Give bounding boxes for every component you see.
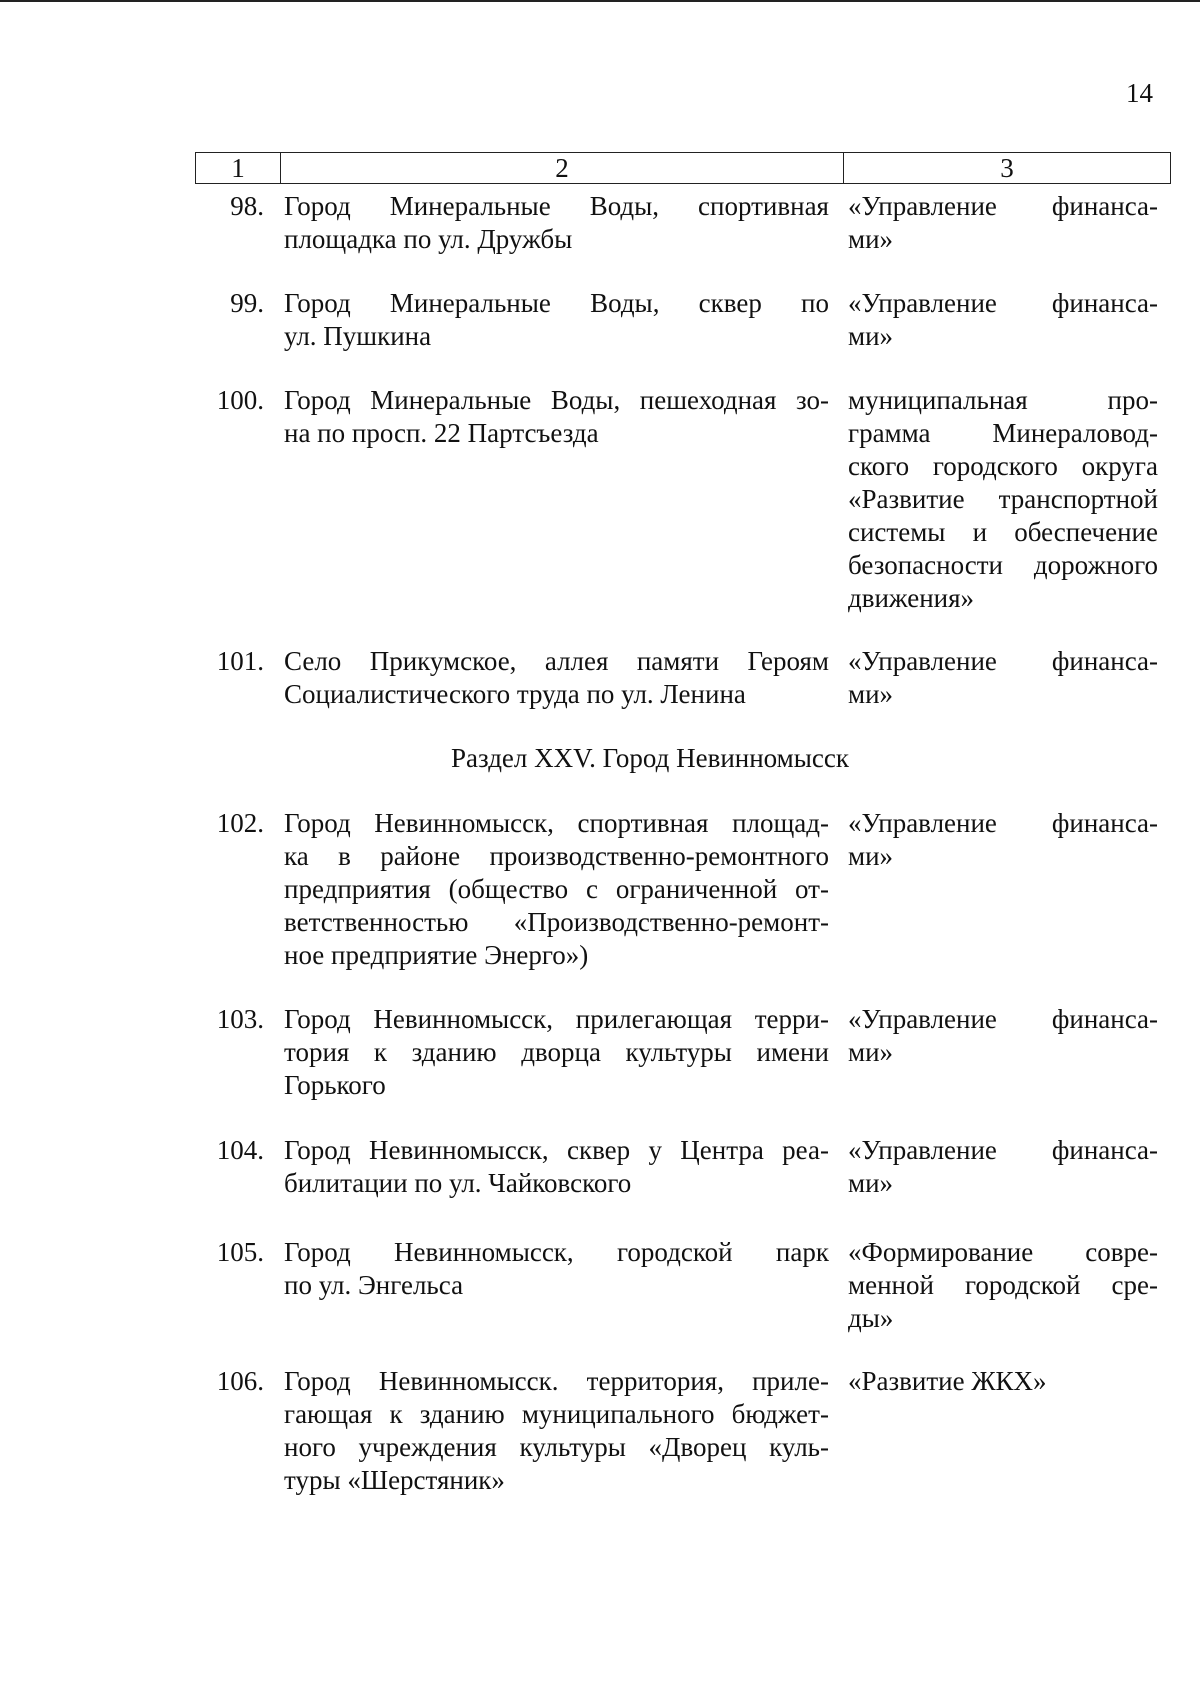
program-line <box>848 645 1158 678</box>
object-name-line <box>284 645 829 678</box>
row-object-name <box>284 1236 829 1302</box>
word: Город <box>284 1004 351 1034</box>
object-name-line <box>284 287 829 320</box>
word: городской <box>964 1270 1081 1300</box>
word: культуры <box>519 1432 626 1462</box>
object-name-line <box>284 384 829 417</box>
object-name-line: ул. Пушкина <box>284 321 432 351</box>
word: к <box>389 1399 403 1429</box>
word: Город <box>284 1366 351 1396</box>
word: транспортной <box>998 484 1158 514</box>
word: Город <box>284 1237 351 1267</box>
object-name-line <box>284 906 829 939</box>
word: Минераловод- <box>992 418 1158 448</box>
row-object-name <box>284 190 829 256</box>
word: от- <box>795 874 829 904</box>
word: производственно-ремонтного <box>489 841 829 871</box>
word: у <box>648 1135 662 1165</box>
word: финанса- <box>1051 646 1158 676</box>
word: «Производственно-ремонт- <box>513 907 829 937</box>
word: Минеральные <box>370 385 532 415</box>
section-title: Раздел XXV. Город Невинномысск <box>451 743 849 773</box>
word: финанса- <box>1051 1135 1158 1165</box>
word: площад- <box>732 808 829 838</box>
program-line <box>848 483 1158 516</box>
word: «Управление <box>848 288 997 318</box>
row-object-name <box>284 1365 829 1497</box>
program-line <box>848 807 1158 840</box>
object-name-line <box>284 1036 829 1069</box>
word: «Управление <box>848 1004 997 1034</box>
word: ного <box>284 1432 336 1462</box>
word: Невинномысск, <box>369 1135 549 1165</box>
object-name-line <box>284 1134 829 1167</box>
word: финанса- <box>1051 288 1158 318</box>
word: прилегающая <box>575 1004 733 1034</box>
word: грамма <box>848 418 931 448</box>
word: сквер <box>566 1135 631 1165</box>
row-object-name <box>284 287 829 353</box>
word: Город <box>284 191 351 221</box>
word: округа <box>1081 451 1158 481</box>
word: аллея <box>544 646 609 676</box>
word: территория, <box>586 1366 724 1396</box>
header-col-1: 1 <box>231 152 245 183</box>
word: Город <box>284 1135 351 1165</box>
word: «Управление <box>848 191 997 221</box>
object-name-line <box>284 1003 829 1036</box>
word: Воды, <box>590 288 660 318</box>
row-program <box>848 1365 1158 1398</box>
word: Воды, <box>550 385 621 415</box>
object-name-line <box>284 1365 829 1398</box>
word: предприятия <box>284 874 431 904</box>
word: бюджет- <box>731 1399 829 1429</box>
row-program <box>848 807 1158 873</box>
row-number: 100. <box>216 385 264 415</box>
word: приле- <box>752 1366 829 1396</box>
word: дворца <box>521 1037 601 1067</box>
word: Невинномысск. <box>378 1366 559 1396</box>
program-line: ми» <box>848 321 894 351</box>
row-program <box>848 287 1158 353</box>
row-object-name <box>284 807 829 972</box>
word: «Управление <box>848 808 997 838</box>
word: зо- <box>796 385 829 415</box>
word: Героям <box>747 646 829 676</box>
word: финанса- <box>1051 1004 1158 1034</box>
word: муниципальная <box>848 385 1028 415</box>
object-name-line <box>284 1431 829 1464</box>
row-object-name <box>284 1003 829 1102</box>
row-number: 99. <box>230 288 264 318</box>
row-program <box>848 645 1158 711</box>
program-line: ми» <box>848 1037 894 1067</box>
row-program <box>848 1003 1158 1069</box>
object-name-line: Горького <box>284 1070 386 1100</box>
object-name-line: ное предприятие Энерго») <box>284 940 589 970</box>
word: «Управление <box>848 1135 997 1165</box>
word: Невинномысск, <box>373 1004 554 1034</box>
object-name-line: туры «Шерстяник» <box>284 1465 505 1495</box>
program-line: ми» <box>848 679 894 709</box>
row-program <box>848 1236 1158 1335</box>
word: (общество <box>448 874 569 904</box>
word: «Дворец <box>648 1432 747 1462</box>
word: городской <box>617 1237 733 1267</box>
word: ветственностью <box>284 907 469 937</box>
object-name-line: Социалистического труда по ул. Ленина <box>284 679 746 709</box>
word: спортивная <box>577 808 709 838</box>
word: «Формирование <box>848 1237 1034 1267</box>
word: городского <box>932 451 1058 481</box>
object-name-line <box>284 840 829 873</box>
row-number: 104. <box>216 1135 264 1165</box>
row-number: 105. <box>216 1237 264 1267</box>
header-col-3: 3 <box>843 153 1170 183</box>
word: ка <box>284 841 309 871</box>
program-line <box>848 549 1158 582</box>
word: памяти <box>636 646 720 676</box>
word: ского <box>848 451 910 481</box>
word: Минеральные <box>389 288 551 318</box>
word: финанса- <box>1051 191 1158 221</box>
row-number: 103. <box>216 1004 264 1034</box>
object-name-line: на по просп. 22 Партсъезда <box>284 418 599 448</box>
row-number: 101. <box>216 646 264 676</box>
row-program <box>848 190 1158 256</box>
word: финанса- <box>1051 808 1158 838</box>
word: с <box>586 874 598 904</box>
word: Невинномысск, <box>394 1237 574 1267</box>
word: гающая <box>284 1399 373 1429</box>
word: районе <box>380 841 461 871</box>
word: пешеходная <box>639 385 777 415</box>
word: в <box>338 841 351 871</box>
row-number: 102. <box>216 808 264 838</box>
word: реа- <box>782 1135 829 1165</box>
word: Город <box>284 385 351 415</box>
word: менной <box>848 1270 934 1300</box>
word: сквер <box>698 288 762 318</box>
word: «Управление <box>848 646 997 676</box>
row-object-name <box>284 645 829 711</box>
word: обеспечение <box>1014 517 1158 547</box>
word: Село <box>284 646 342 676</box>
program-line: ми» <box>848 1168 894 1198</box>
word: безопасности <box>848 550 1003 580</box>
program-line <box>848 1236 1158 1269</box>
word: «Развитие <box>848 484 965 514</box>
word: имени <box>756 1037 829 1067</box>
word: Минеральные <box>389 191 551 221</box>
object-name-line <box>284 1398 829 1431</box>
word: и <box>972 517 988 547</box>
row-program <box>848 1134 1158 1200</box>
word: тория <box>284 1037 350 1067</box>
row-object-name <box>284 384 829 450</box>
program-line <box>848 1003 1158 1036</box>
word: культуры <box>625 1037 732 1067</box>
program-line <box>848 516 1158 549</box>
program-line <box>848 450 1158 483</box>
program-line <box>848 417 1158 450</box>
word: сре- <box>1111 1270 1158 1300</box>
word: про- <box>1107 385 1158 415</box>
word: совре- <box>1085 1237 1158 1267</box>
program-line: «Развитие ЖКХ» <box>848 1366 1047 1396</box>
program-line: ми» <box>848 841 894 871</box>
word: муниципального <box>521 1399 715 1429</box>
word: ограниченной <box>615 874 778 904</box>
program-line: ми» <box>848 224 894 254</box>
word: дорожного <box>1033 550 1158 580</box>
program-line <box>848 384 1158 417</box>
word: зданию <box>411 1037 497 1067</box>
row-program <box>848 384 1158 615</box>
word: учреждения <box>358 1432 497 1462</box>
object-name-line <box>284 1236 829 1269</box>
word: Прикумское, <box>369 646 517 676</box>
word: Центра <box>680 1135 764 1165</box>
word: по <box>801 288 829 318</box>
object-name-line: площадка по ул. Дружбы <box>284 224 573 254</box>
word: Воды, <box>589 191 660 221</box>
word: к <box>373 1037 388 1067</box>
word: Город <box>284 288 351 318</box>
word: Город <box>284 808 351 838</box>
program-line <box>848 1269 1158 1302</box>
program-line <box>848 1134 1158 1167</box>
header-col-2: 2 <box>280 153 843 183</box>
word: терри- <box>754 1004 829 1034</box>
object-name-line <box>284 807 829 840</box>
word: зданию <box>419 1399 505 1429</box>
row-number: 106. <box>216 1366 264 1396</box>
program-line <box>848 190 1158 223</box>
object-name-line <box>284 873 829 906</box>
word: системы <box>848 517 946 547</box>
object-name-line <box>284 190 829 223</box>
word: парк <box>775 1237 829 1267</box>
word: куль- <box>769 1432 829 1462</box>
word: спортивная <box>698 191 829 221</box>
object-name-line: по ул. Энгельса <box>284 1270 464 1300</box>
program-line: движения» <box>848 583 975 613</box>
row-object-name <box>284 1134 829 1200</box>
page-number: 14 <box>1126 78 1153 108</box>
word: Невинномысск, <box>374 808 554 838</box>
program-line <box>848 287 1158 320</box>
program-line: ды» <box>848 1303 894 1333</box>
object-name-line: билитации по ул. Чайковского <box>284 1168 632 1198</box>
row-number: 98. <box>230 191 264 221</box>
